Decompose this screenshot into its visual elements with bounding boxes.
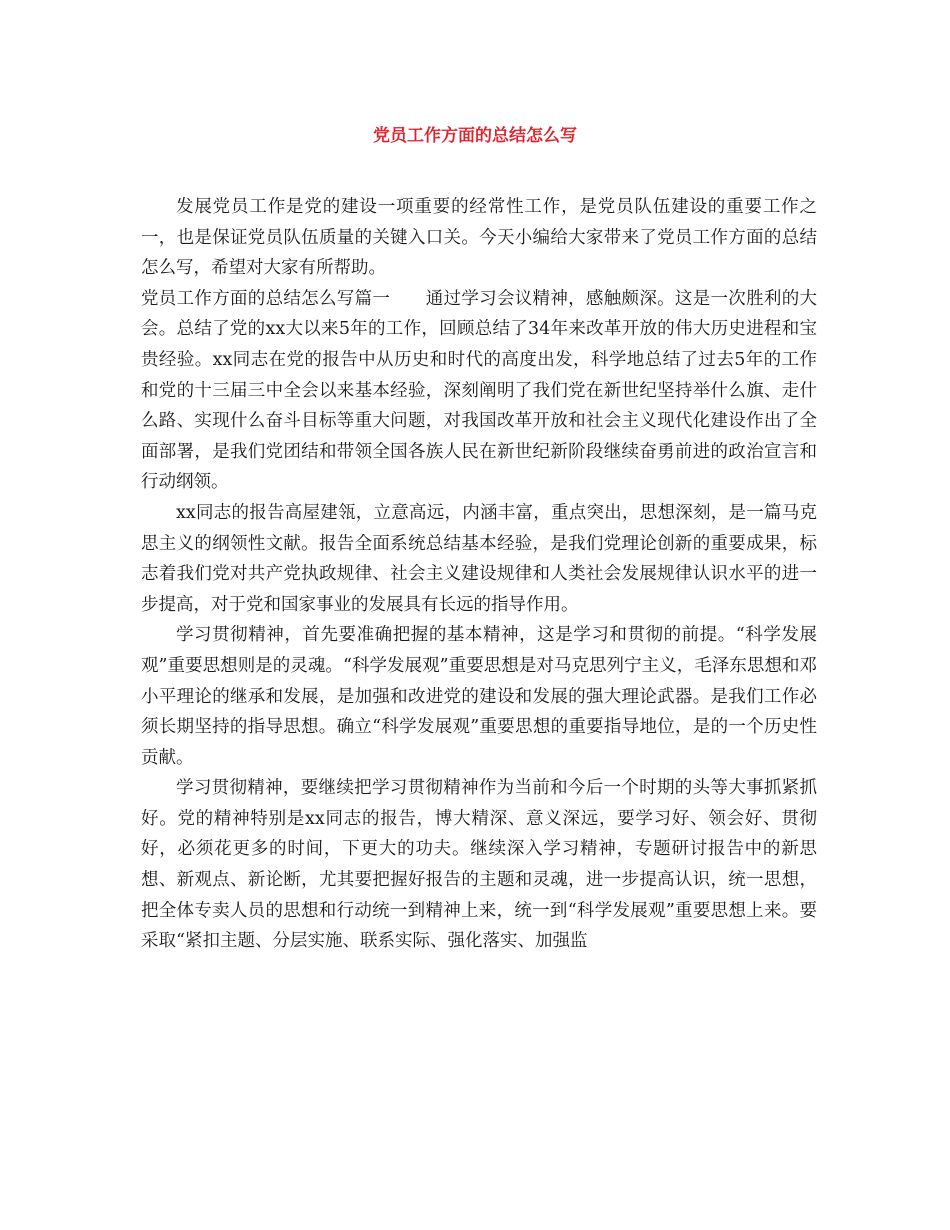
paragraph-implement-spirit: 学习贯彻精神，要继续把学习贯彻精神作为当前和今后一个时期的头等大事抓紧抓好。党的精神特别是xx同志的报告，博大精深、意义深远，要学习好、领会好、贯彻好，必须花更多的时间，下更大的功夫。继续深入学习精神，专题研讨报告中的新思想、新观点、新论断，尤其要把握好报告的主题和灵魂，进一步提高认识，统一思想，把全体专卖人员的思想和行动统一到精神上来，统一到“科学发展观”重要思想上来。要采取“紧扣主题、分层实施、联系实际、强化落实、加强监 bbox=[141, 778, 817, 952]
paragraph-part-one: 党员工作方面的总结怎么写篇一 通过学习会议精神，感触颇深。这是一次胜利的大会。总结了党的xx大以来5年的工作，回顾总结了34年来改革开放的伟大历史进程和宝贵经验。xx同志在党的报告中从历史和时代的高度出发，科学地总结了过去5年的工作和党的十三届三中全会以来基本经验，深刻阐明了我们党在新世纪坚持举什么旗、走什么路、实现什么奋斗目标等重大问题，对我国改革开放和社会主义现代化建设作出了全面部署，是我们党团结和带领全国各族人民在新世纪新阶段继续奋勇前进的政治宣言和行动纲领。 bbox=[141, 288, 817, 493]
paragraph-grasp-spirit: 学习贯彻精神，首先要准确把握的基本精神，这是学习和贯彻的前提。“科学发展观”重要思想则是的灵魂。“科学发展观”重要思想是对马克思列宁主义，毛泽东思想和邓小平理论的继承和发展，是加强和改进党的建设和发展的强大理论武器。是我们工作必须长期坚持的指导思想。确立“科学发展观”重要思想的重要指导地位，是的一个历史性贡献。 bbox=[141, 625, 817, 768]
document-title: 党员工作方面的总结怎么写 bbox=[373, 126, 577, 146]
paragraph-intro: 发展党员工作是党的建设一项重要的经常性工作，是党员队伍建设的重要工作之一，也是保证党员队伍质量的关键入口关。今天小编给大家带来了党员工作方面的总结怎么写，希望对大家有所帮助。 bbox=[141, 197, 817, 279]
document-body bbox=[141, 192, 817, 957]
paragraph-report-significance: xx同志的报告高屋建瓴，立意高远，内涵丰富，重点突出，思想深刻，是一篇马克思主义的纲领性文献。报告全面系统总结基本经验，是我们党理论创新的重要成果，标志着我们党对共产党执政规律、社会主义建设规律和人类社会发展规律认识水平的进一步提高，对于党和国家事业的发展具有长远的指导作用。 bbox=[141, 502, 817, 615]
